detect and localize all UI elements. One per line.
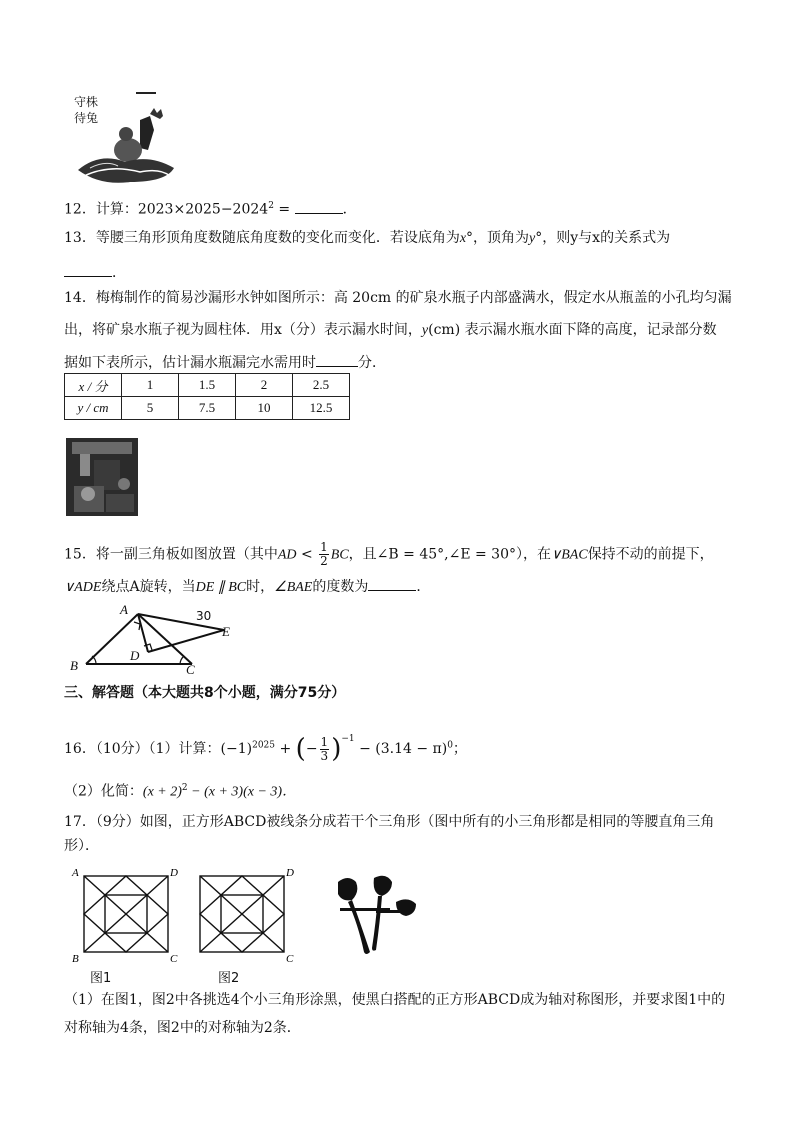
square-figure-1	[70, 864, 180, 964]
svg-text:C: C	[286, 953, 294, 964]
svg-text:D: D	[170, 867, 178, 879]
question-13-answer-line: ．	[64, 262, 126, 283]
triangle-set-figure	[62, 600, 242, 676]
question-16-line1: 16．（10分）（1）计算：$(-1)^{2025}$ + (− $\frac{1}{3}$ )$^{-1} - (3.14 - \pi)^0$；	[64, 734, 467, 764]
question-17-line1: 17．（9分）如图，正方形ABCD被线条分成若干个三角形（图中所有的小三角形都是相同的等腰直角三角	[64, 814, 715, 830]
question-13: 13．等腰三角形顶角度数随底角度数的变化而变化．若设底角为x°，顶角为y°，则y与x的关系式为	[64, 230, 671, 246]
answer-blank[interactable]	[64, 262, 112, 277]
question-15-line1: 15．将一副三角板如图放置（其中AD < $\frac{1}{2}$ BC，且∠B = 45°,∠E = 30°），在∨BAC保持不动的前提下，	[64, 540, 714, 568]
answer-blank[interactable]	[295, 199, 343, 214]
answer-blank[interactable]	[368, 576, 416, 591]
svg-text:C: C	[170, 953, 178, 964]
question-17-line2: 形）．	[64, 838, 99, 854]
square-figure-2	[186, 864, 296, 964]
darts-silhouette-image	[330, 872, 422, 958]
fraction: $\frac{1}{2}$	[320, 540, 328, 568]
table-row: x / 分 1 1.5 2 2.5	[65, 374, 350, 397]
figure-2-caption: 图2	[218, 971, 240, 986]
label-d: D	[130, 648, 140, 663]
question-number: 12．	[64, 201, 96, 218]
question-15-line2: ∨ADE绕点A旋转，当DE ∥ BC时，∠BAE的度数为 ．	[64, 576, 430, 598]
label-c: C	[186, 662, 195, 676]
label-b: B	[70, 658, 78, 673]
section-3-title: 三、解答题（本大题共8个小题，满分75分）	[64, 685, 346, 701]
question-17-part1-line2: 对称轴为4条，图2中的对称轴为2条．	[64, 1020, 301, 1036]
label-a: A	[120, 602, 128, 617]
figure-1-caption: 图1	[90, 971, 112, 986]
question-14-line2: 出，将矿泉水瓶子视为圆柱体．用x（分）表示漏水时间，y(cm) 表示漏水瓶水面下降的高度，记录部分数	[64, 322, 717, 338]
question-17-part1-line1: （1）在图1，图2中各挑选4个小三角形涂黑，使黑白搭配的正方形ABCD成为轴对称图形，并要求图1中的	[64, 992, 726, 1008]
table-row: y / cm 5 7.5 10 12.5	[65, 397, 350, 420]
svg-text:守株: 守株	[74, 95, 99, 109]
question-16-line2: （2）化简：$(x + 2)^2 - (x + 3)(x - 3)$．	[64, 783, 297, 800]
question-14-line1: 14．梅梅制作的简易沙漏形水钟如图所示：高 20cm 的矿泉水瓶子内部盛满水，假定水从瓶盖的小孔均匀漏	[64, 290, 732, 306]
question-12: 12．计算：$2023\times 2025-2024^2$ = ．	[64, 196, 357, 220]
label-e: E	[222, 624, 230, 639]
svg-text:待兔: 待兔	[74, 111, 99, 125]
svg-text:D: D	[286, 867, 294, 879]
svg-text:A: A	[72, 867, 79, 879]
ink-painting-image	[70, 90, 180, 188]
water-clock-photo	[66, 438, 138, 516]
label-30: 30	[196, 609, 212, 623]
question-14-line3: 据如下表所示，估计漏水瓶漏完水需用时 分．	[64, 352, 386, 373]
answer-blank[interactable]	[316, 352, 358, 367]
leak-data-table	[64, 373, 350, 420]
fraction: $\frac{1}{3}$	[320, 734, 329, 763]
svg-text:B: B	[72, 953, 79, 964]
